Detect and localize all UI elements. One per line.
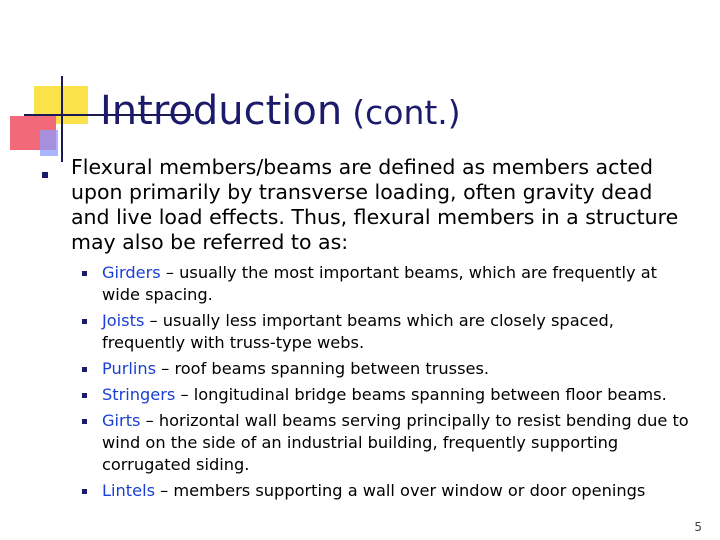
definition-purlins: – roof beams spanning between trusses. [156, 359, 490, 378]
term-joists: Joists [102, 311, 145, 330]
list-item [82, 310, 692, 354]
square-bullet-icon [82, 367, 87, 372]
list-item [82, 358, 692, 380]
term-purlins: Purlins [102, 359, 157, 378]
slide-title [100, 88, 461, 136]
decorative-blue-square [40, 130, 58, 156]
beam-types-list [82, 262, 692, 506]
title-suffix: (cont.) [352, 93, 461, 132]
list-item [82, 262, 692, 306]
list-item [82, 384, 692, 406]
definition-girders: – usually the most important beams, which are frequently at wide spacing. [102, 263, 657, 304]
definition-stringers: – longitudinal bridge beams spanning between floor beams. [175, 385, 667, 404]
term-stringers: Stringers [102, 385, 176, 404]
term-girts: Girts [102, 411, 141, 430]
square-bullet-icon [82, 319, 87, 324]
list-item [82, 480, 692, 502]
term-girders: Girders [102, 263, 161, 282]
intro-bullet [42, 155, 682, 255]
definition-lintels: – members supporting a wall over window or door openings [155, 481, 646, 500]
definition-joists: – usually less important beams which are closely spaced, frequently with truss-type webs. [102, 311, 614, 352]
title-main: Introduction [100, 88, 343, 134]
square-bullet-icon [42, 172, 48, 178]
intro-paragraph [71, 155, 682, 255]
term-lintels: Lintels [102, 481, 156, 500]
decorative-vertical-line [61, 76, 63, 162]
definition-girts: – horizontal wall beams serving principally to resist bending due to wind on the side of an industrial building, frequently supporting corrugated siding. [102, 411, 689, 474]
page-number: 5 [694, 520, 702, 534]
intro-term: Flexural members/beams [71, 155, 333, 179]
square-bullet-icon [82, 271, 87, 276]
intro-text: are defined as members acted upon primarily by transverse loading, often gravity dead and live load effects. Thus, flexural members in a structure may also be referred to as: [71, 155, 679, 254]
list-item [82, 410, 692, 476]
square-bullet-icon [82, 489, 87, 494]
square-bullet-icon [82, 393, 87, 398]
square-bullet-icon [82, 419, 87, 424]
